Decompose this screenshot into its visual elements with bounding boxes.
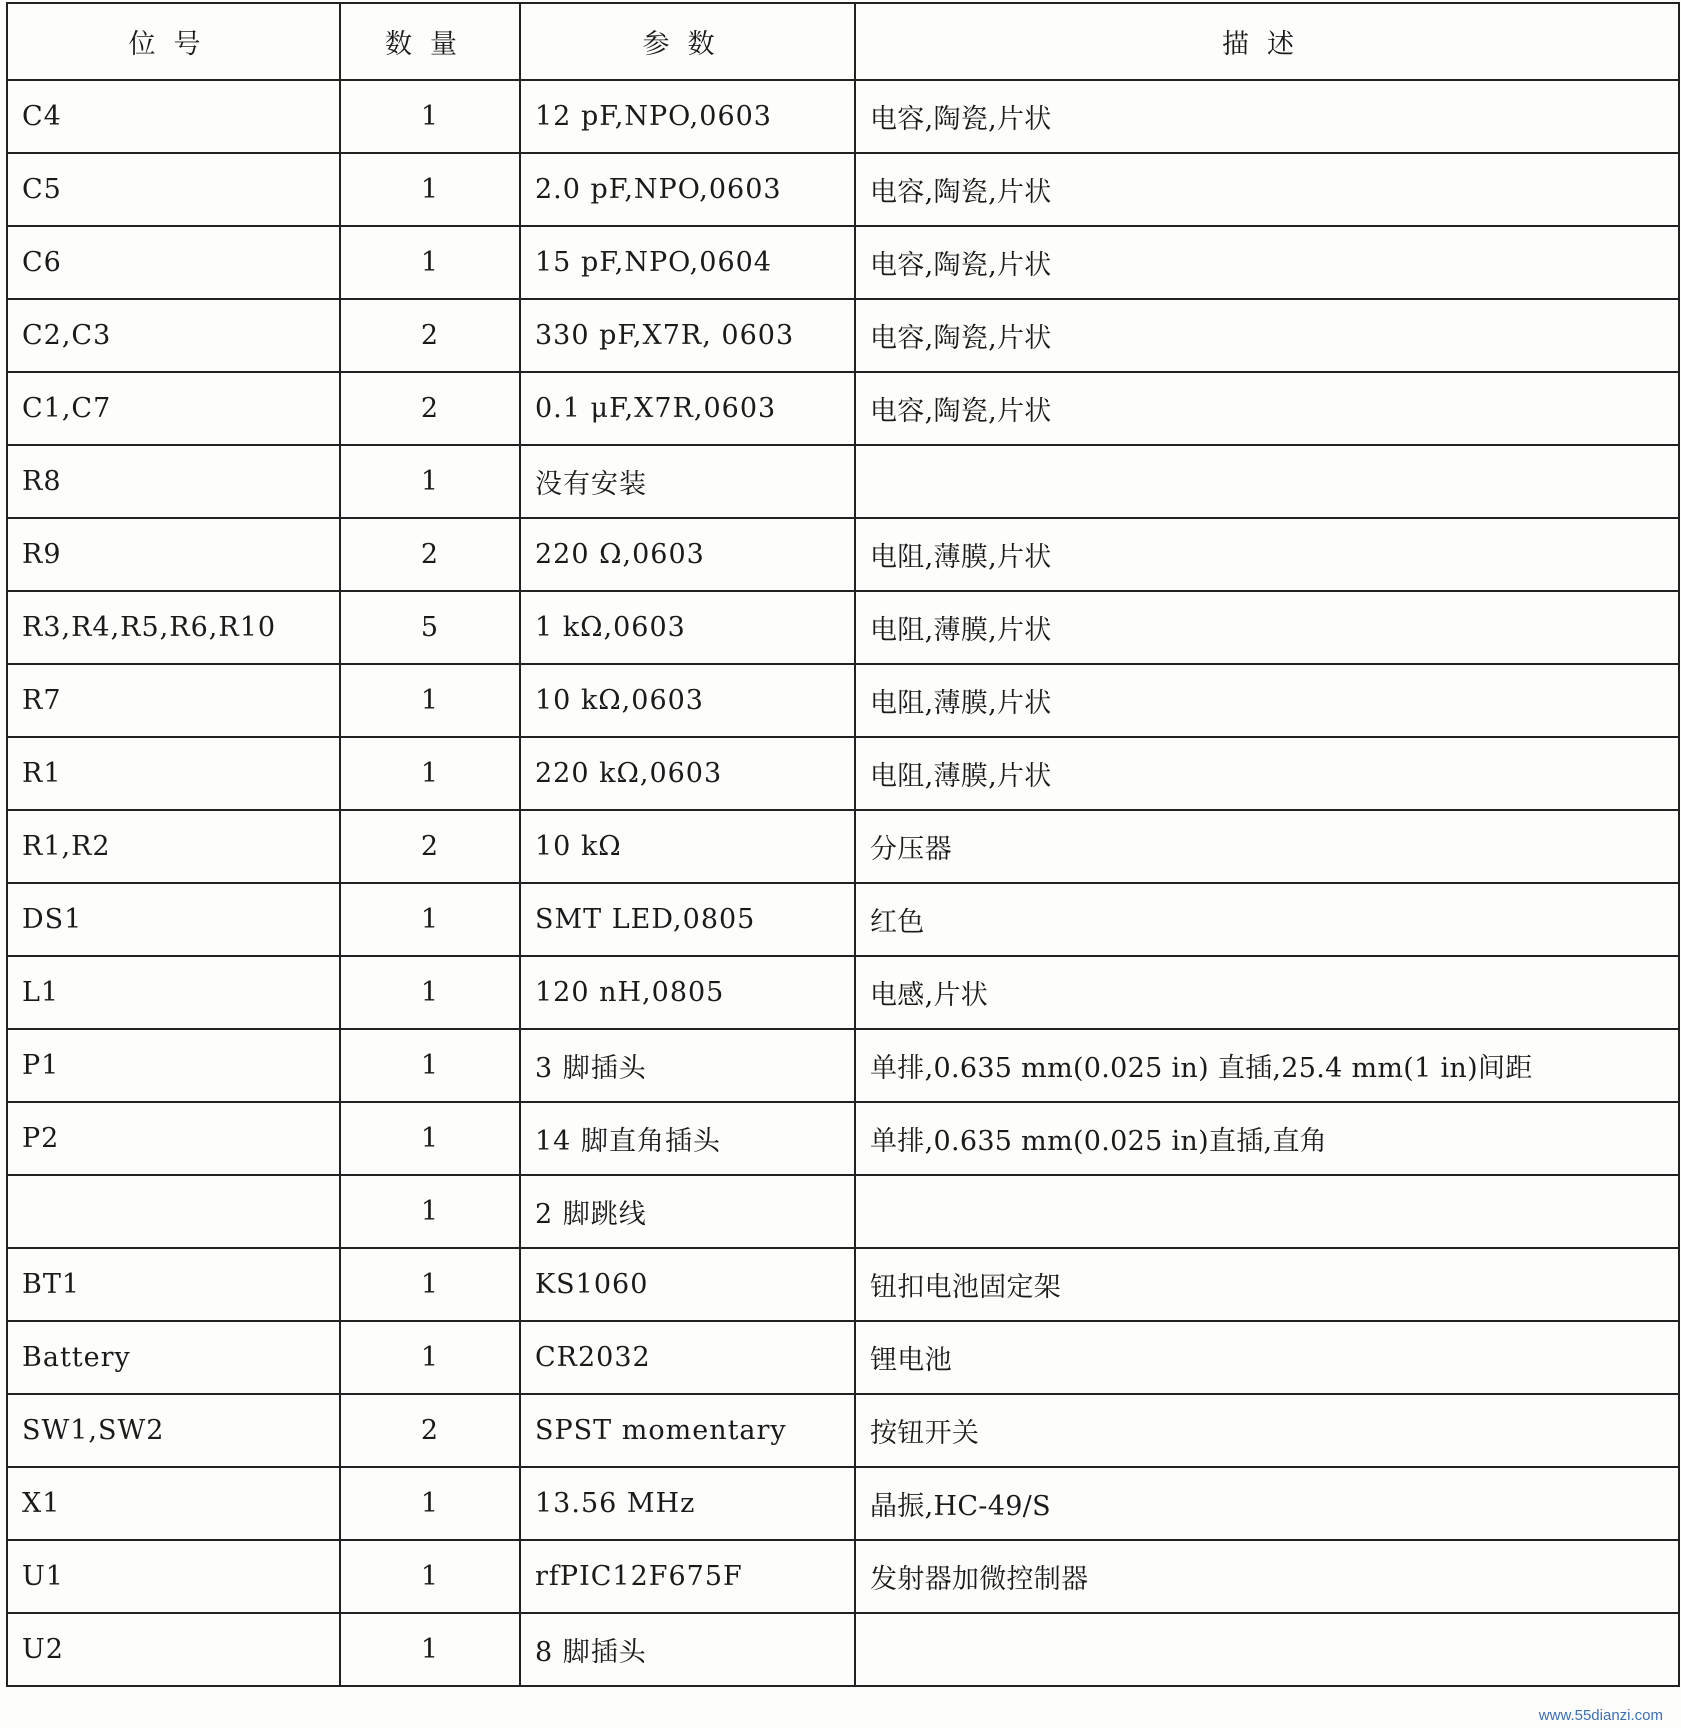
table-row (7, 226, 1679, 299)
cell-ref: U2 (7, 1613, 340, 1686)
cell-qty: 1 (340, 1248, 520, 1321)
cell-desc: 电阻,薄膜,片状 (855, 518, 1679, 591)
cell-qty: 2 (340, 810, 520, 883)
header-param: 参数 (520, 3, 855, 80)
cell-desc: 钮扣电池固定架 (855, 1248, 1679, 1321)
cell-param: KS1060 (520, 1248, 855, 1321)
cell-param: 0.1 μF,X7R,0603 (520, 372, 855, 445)
cell-param: 2.0 pF,NPO,0603 (520, 153, 855, 226)
cell-ref: C5 (7, 153, 340, 226)
cell-desc: 晶振,HC-49/S (855, 1467, 1679, 1540)
cell-qty: 1 (340, 1175, 520, 1248)
cell-param: 120 nH,0805 (520, 956, 855, 1029)
cell-qty: 1 (340, 1102, 520, 1175)
cell-qty: 1 (340, 226, 520, 299)
cell-qty: 1 (340, 1467, 520, 1540)
table-row (7, 1540, 1679, 1613)
header-desc: 描述 (855, 3, 1679, 80)
cell-ref: R1 (7, 737, 340, 810)
cell-desc: 分压器 (855, 810, 1679, 883)
table-row (7, 1175, 1679, 1248)
cell-param: 220 kΩ,0603 (520, 737, 855, 810)
cell-ref: L1 (7, 956, 340, 1029)
cell-param: 10 kΩ (520, 810, 855, 883)
cell-param: CR2032 (520, 1321, 855, 1394)
table-row (7, 810, 1679, 883)
cell-qty: 5 (340, 591, 520, 664)
cell-desc: 发射器加微控制器 (855, 1540, 1679, 1613)
cell-ref: R1,R2 (7, 810, 340, 883)
cell-qty: 1 (340, 1613, 520, 1686)
cell-param: 14 脚直角插头 (520, 1102, 855, 1175)
watermark: www.55dianzi.com (1538, 1707, 1663, 1724)
cell-ref: R7 (7, 664, 340, 737)
cell-param: 330 pF,X7R, 0603 (520, 299, 855, 372)
cell-qty: 1 (340, 153, 520, 226)
cell-qty: 2 (340, 518, 520, 591)
cell-desc: 锂电池 (855, 1321, 1679, 1394)
cell-ref: C4 (7, 80, 340, 153)
cell-param: 13.56 MHz (520, 1467, 855, 1540)
cell-qty: 1 (340, 80, 520, 153)
cell-ref: DS1 (7, 883, 340, 956)
cell-desc (855, 445, 1679, 518)
cell-qty: 1 (340, 1029, 520, 1102)
cell-desc: 电阻,薄膜,片状 (855, 737, 1679, 810)
cell-ref: Battery (7, 1321, 340, 1394)
table-row (7, 372, 1679, 445)
cell-qty: 1 (340, 445, 520, 518)
cell-ref: P2 (7, 1102, 340, 1175)
cell-param: 2 脚跳线 (520, 1175, 855, 1248)
table-row (7, 591, 1679, 664)
cell-desc: 电容,陶瓷,片状 (855, 299, 1679, 372)
table-row (7, 664, 1679, 737)
cell-param: 12 pF,NPO,0603 (520, 80, 855, 153)
cell-qty: 1 (340, 956, 520, 1029)
cell-desc: 电容,陶瓷,片状 (855, 153, 1679, 226)
cell-ref: X1 (7, 1467, 340, 1540)
cell-ref: SW1,SW2 (7, 1394, 340, 1467)
header-ref: 位号 (7, 3, 340, 80)
cell-ref: R9 (7, 518, 340, 591)
table-row (7, 1394, 1679, 1467)
cell-ref (7, 1175, 340, 1248)
table-row (7, 737, 1679, 810)
table-row (7, 883, 1679, 956)
cell-ref: R8 (7, 445, 340, 518)
bom-table (6, 2, 1680, 1687)
cell-desc: 电容,陶瓷,片状 (855, 226, 1679, 299)
table-row (7, 1613, 1679, 1686)
cell-qty: 1 (340, 1321, 520, 1394)
cell-desc: 单排,0.635 mm(0.025 in) 直插,25.4 mm(1 in)间距 (855, 1029, 1679, 1102)
cell-desc (855, 1175, 1679, 1248)
cell-desc: 电阻,薄膜,片状 (855, 664, 1679, 737)
cell-qty: 2 (340, 1394, 520, 1467)
cell-ref: P1 (7, 1029, 340, 1102)
cell-ref: C1,C7 (7, 372, 340, 445)
table-row (7, 299, 1679, 372)
cell-desc (855, 1613, 1679, 1686)
cell-desc: 电感,片状 (855, 956, 1679, 1029)
cell-qty: 1 (340, 1540, 520, 1613)
cell-qty: 2 (340, 372, 520, 445)
cell-ref: U1 (7, 1540, 340, 1613)
cell-ref: BT1 (7, 1248, 340, 1321)
cell-param: SMT LED,0805 (520, 883, 855, 956)
cell-desc: 电容,陶瓷,片状 (855, 80, 1679, 153)
cell-ref: R3,R4,R5,R6,R10 (7, 591, 340, 664)
table-body (7, 80, 1679, 1686)
table-row (7, 1102, 1679, 1175)
cell-qty: 1 (340, 664, 520, 737)
cell-param: 15 pF,NPO,0604 (520, 226, 855, 299)
cell-param: SPST momentary (520, 1394, 855, 1467)
cell-param: rfPIC12F675F (520, 1540, 855, 1613)
table-row (7, 445, 1679, 518)
cell-param: 3 脚插头 (520, 1029, 855, 1102)
cell-ref: C6 (7, 226, 340, 299)
header-qty: 数量 (340, 3, 520, 80)
table-row (7, 1248, 1679, 1321)
cell-param: 1 kΩ,0603 (520, 591, 855, 664)
cell-desc: 按钮开关 (855, 1394, 1679, 1467)
table-row (7, 1029, 1679, 1102)
table-row (7, 80, 1679, 153)
cell-param: 10 kΩ,0603 (520, 664, 855, 737)
table-row (7, 956, 1679, 1029)
cell-desc: 电容,陶瓷,片状 (855, 372, 1679, 445)
table-row (7, 1321, 1679, 1394)
cell-qty: 1 (340, 883, 520, 956)
cell-desc: 红色 (855, 883, 1679, 956)
cell-desc: 电阻,薄膜,片状 (855, 591, 1679, 664)
cell-ref: C2,C3 (7, 299, 340, 372)
cell-qty: 2 (340, 299, 520, 372)
cell-desc: 单排,0.635 mm(0.025 in)直插,直角 (855, 1102, 1679, 1175)
table-row (7, 518, 1679, 591)
table-header-row (7, 3, 1679, 80)
table-row (7, 153, 1679, 226)
table-row (7, 1467, 1679, 1540)
cell-param: 8 脚插头 (520, 1613, 855, 1686)
cell-qty: 1 (340, 737, 520, 810)
cell-param: 没有安装 (520, 445, 855, 518)
cell-param: 220 Ω,0603 (520, 518, 855, 591)
